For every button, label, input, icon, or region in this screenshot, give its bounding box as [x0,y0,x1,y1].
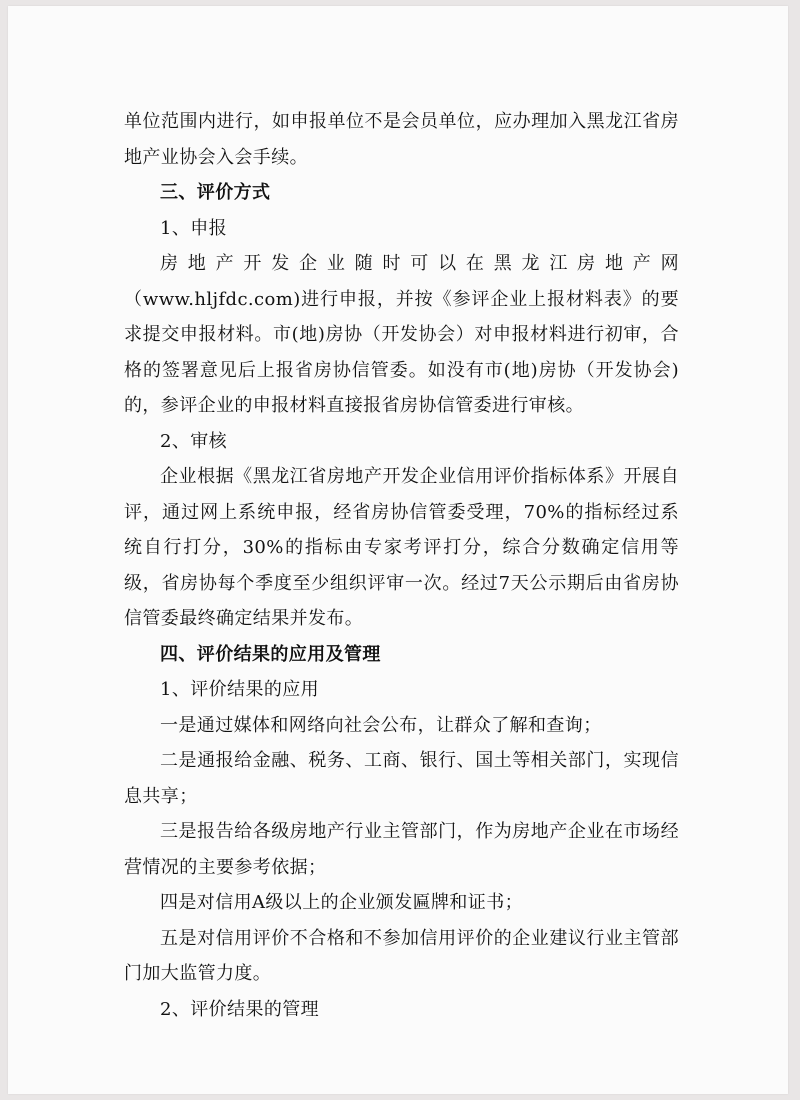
list-item-publication: 一是通过媒体和网络向社会公布，让群众了解和查询； [160,714,602,736]
document-page [8,6,788,1094]
subheading-results-application: 1、评价结果的应用 [160,679,320,700]
paragraph-application: 房地产开发企业随时可以在黑龙江房地产网（www.hljfdc.com)进行申报，并按《参评企业上报材料表》的要求提交申报材料。市(地)房协（开发协会）对申报材料进行初审，合格的签署意见后上报省房协信管委。如没有市(地)房协（开发协会)的，参评企业的申报材料直接报省房协信管委进行审核。 [124,253,679,416]
paragraph-membership: 单位范围内进行，如申报单位不是会员单位，应办理加入黑龙江省房地产业协会入会手续。 [124,111,679,168]
list-item-award: 四是对信用A级以上的企业颁发匾牌和证书； [160,892,523,913]
document-body [124,104,679,1027]
section-heading-results: 四、评价结果的应用及管理 [160,643,381,665]
list-item-supervision: 五是对信用评价不合格和不参加信用评价的企业建议行业主管部门加大监管力度。 [124,927,679,984]
list-item-notification: 二是通报给金融、税务、工商、银行、国土等相关部门，实现信息共享； [124,750,679,807]
subheading-review: 2、审核 [160,430,228,452]
paragraph-review: 企业根据《黑龙江省房地产开发企业信用评价指标体系》开展自评，通过网上系统申报，经省房协信管委受理，70%的指标经过系统自行打分，30%的指标由专家考评打分，综合分数确定信用等级，省房协每个季度至少组织评审一次。经过7天公示期后由省房协信管委最终确定结果并发布。 [124,466,679,629]
section-heading-evaluation-method: 三、评价方式 [160,182,271,203]
list-item-report: 三是报告给各级房地产行业主管部门，作为房地产企业在市场经营情况的主要参考依据； [124,821,679,878]
subheading-application: 1、申报 [160,217,228,239]
subheading-results-management: 2、评价结果的管理 [160,998,320,1020]
